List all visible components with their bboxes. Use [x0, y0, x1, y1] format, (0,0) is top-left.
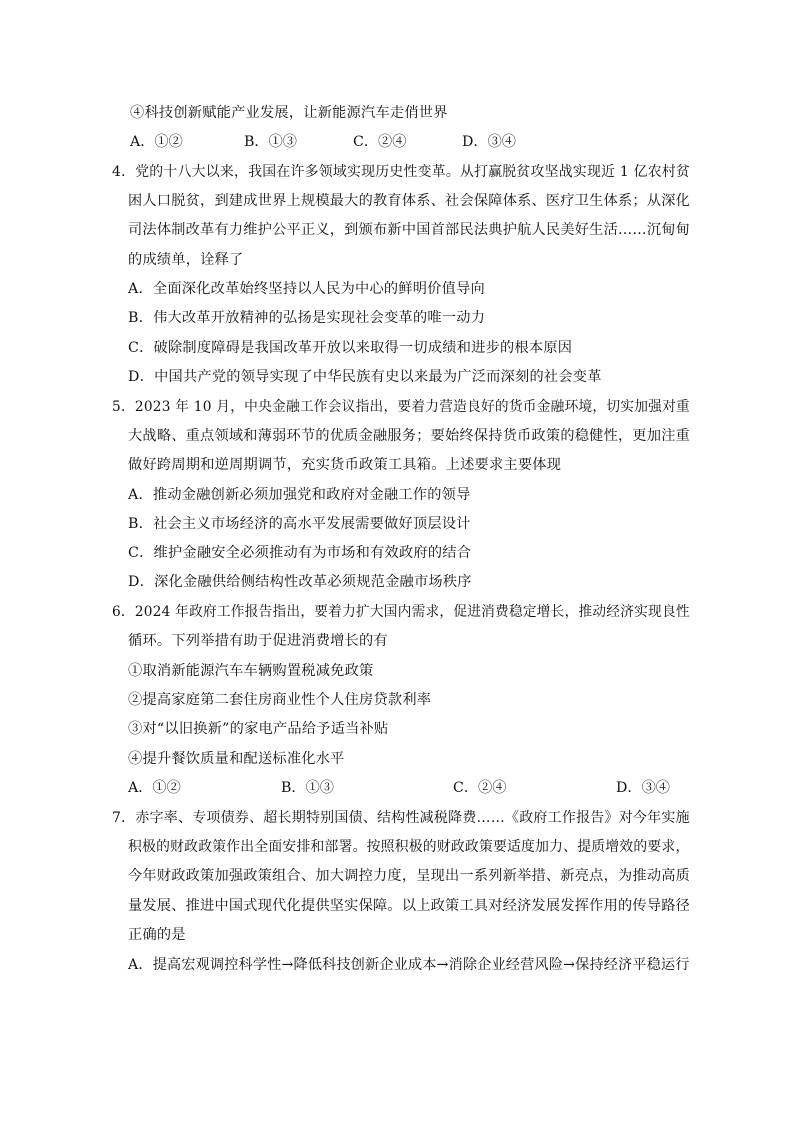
q4-stem-line-3: 司法体制改革有力维护公平正义，到颁布新中国首部民法典护航人民美好生活……沉甸甸 [128, 222, 691, 238]
q5-option-b[interactable]: B．社会主义市场经济的高水平发展需要做好顶层设计 [128, 516, 471, 532]
q4-option-d[interactable]: D．中国共产党的领导实现了中华民族有史以来最为广泛而深刻的社会变革 [128, 369, 602, 385]
q6-option-b[interactable]: B．①③ [281, 780, 334, 796]
q7-stem-line-2: 积极的财政政策作出全面安排和部署。按照积极的财政政策要适度加力、提质增效的要求， [128, 839, 690, 855]
q7-stem-line-1: 7．赤字率、专项债券、超长期特别国债、结构性减税降费……《政府工作报告》对今年实施 [112, 810, 690, 826]
q6-options [0, 778, 794, 798]
q5-option-c[interactable]: C．维护金融安全必须推动有为市场和有效政府的结合 [128, 545, 472, 561]
q7-option-a[interactable]: A．提高宏观调控科学性→降低科技创新企业成本→消除企业经营风险→保持经济平稳运行 [128, 957, 690, 973]
q5-option-d[interactable]: D．深化金融供给侧结构性改革必须规范金融市场秩序 [128, 574, 472, 590]
q4-stem-line-1: 4．党的十八大以来，我国在许多领域实现历史性变革。从打赢脱贫攻坚战实现近 1 亿农村贫 [112, 164, 691, 180]
q6-stem-line-2: 循环。下列举措有助于促进消费增长的有 [128, 633, 388, 649]
q6-option-c[interactable]: C．②④ [453, 780, 507, 796]
q5-stem-line-3: 做好跨周期和逆周期调节，充实货币政策工具箱。上述要求主要体现 [128, 457, 562, 473]
q7-stem-line-5: 正确的是 [128, 927, 186, 943]
q5-stem-line-2: 大战略、重点领域和薄弱环节的优质金融服务；要始终保持货币政策的稳健性，更加注重 [128, 428, 691, 444]
q4-stem-line-2: 困人口脱贫，到建成世界上规模最大的教育体系、社会保障体系、医疗卫生体系；从深化 [128, 193, 691, 209]
q6-item-3: ③对“以旧换新”的家电产品给予适当补贴 [128, 721, 389, 737]
q3-options [0, 132, 794, 152]
q6-item-1: ①取消新能源汽车车辆购置税减免政策 [128, 663, 374, 679]
q6-item-4: ④提升餐饮质量和配送标准化水平 [128, 751, 345, 767]
q5-option-a[interactable]: A．推动金融创新必须加强党和政府对金融工作的领导 [128, 487, 471, 503]
q4-option-b[interactable]: B．伟大改革开放精神的弘扬是实现社会变革的唯一动力 [128, 310, 486, 326]
q5-stem-line-1: 5．2023 年 10 月，中央金融工作会议指出，要着力营造良好的货币金融环境，切实加强对重 [112, 399, 690, 415]
q3-option-d[interactable]: D．③④ [462, 134, 516, 150]
q7-stem-line-3: 今年财政政策加强政策组合、加大调控力度，呈现出一系列新举措、新亮点，为推动高质 [128, 868, 691, 884]
q3-item-4: ④科技创新赋能产业发展，让新能源汽车走俏世界 [130, 105, 448, 121]
q4-option-a[interactable]: A．全面深化改革始终坚持以人民为中心的鲜明价值导向 [128, 281, 485, 297]
q4-option-c[interactable]: C．破除制度障碍是我国改革开放以来取得一切成绩和进步的根本原因 [128, 340, 573, 356]
q3-option-b[interactable]: B．①③ [244, 134, 297, 150]
q6-stem-line-1: 6．2024 年政府工作报告指出，要着力扩大国内需求，促进消费稳定增长，推动经济实现良性 [112, 604, 690, 620]
q7-stem-line-4: 量发展、推进中国式现代化提供坚实保障。以上政策工具对经济发展发挥作用的传导路径 [128, 898, 691, 914]
q6-item-2: ②提高家庭第二套住房商业性个人住房贷款利率 [128, 692, 432, 708]
q3-option-a[interactable]: A．①② [130, 134, 183, 150]
q6-option-d[interactable]: D．③④ [616, 780, 670, 796]
q3-option-c[interactable]: C．②④ [353, 134, 407, 150]
q6-option-a[interactable]: A．①② [128, 780, 181, 796]
q4-stem-line-4: 的成绩单，诠释了 [128, 252, 244, 268]
